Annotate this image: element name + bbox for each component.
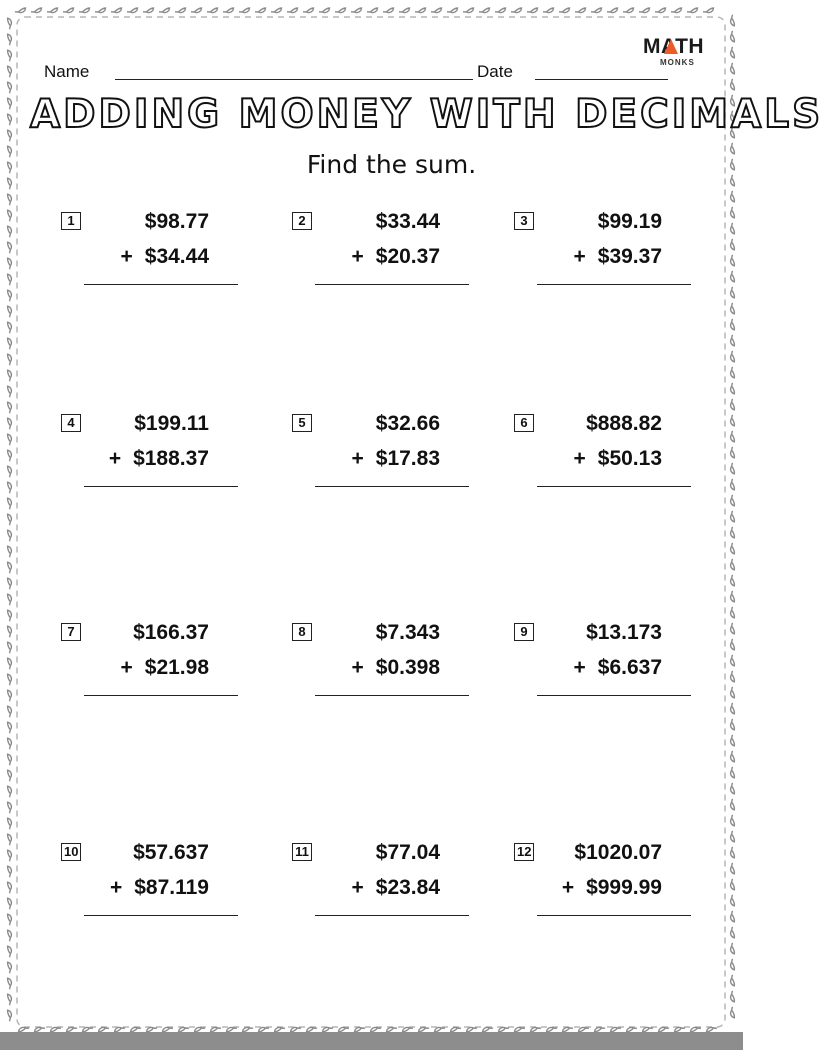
addend-bottom: $999.99 [586, 876, 662, 899]
addend-top: $13.173 [586, 621, 662, 644]
problem-5 [292, 414, 492, 494]
addend-bottom-row [352, 447, 441, 471]
name-label: Name [44, 62, 90, 81]
plus-sign: + [109, 876, 123, 899]
plus-sign: + [573, 447, 586, 470]
addend-bottom-row [109, 447, 209, 471]
addend-top: $33.44 [375, 210, 440, 233]
math-monks-logo [643, 36, 713, 68]
problem-number: 11 [292, 843, 312, 861]
problem-number: 12 [514, 843, 534, 861]
addend-bottom-row [562, 876, 662, 900]
problem-3 [514, 212, 714, 292]
addend-top: $57.637 [133, 841, 209, 864]
plus-sign: + [351, 447, 364, 470]
answer-line[interactable] [537, 284, 691, 285]
answer-line[interactable] [84, 284, 238, 285]
problem-number: 10 [61, 843, 81, 861]
addend-bottom: $20.37 [375, 245, 440, 268]
addend-bottom: $87.119 [134, 876, 209, 899]
addend-top: $888.82 [586, 412, 662, 435]
answer-line[interactable] [537, 915, 691, 916]
plus-sign: + [573, 245, 586, 268]
answer-line[interactable] [315, 486, 469, 487]
answer-line[interactable] [84, 486, 238, 487]
answer-line[interactable] [84, 695, 238, 696]
logo-monks-text: MONKS [660, 58, 695, 67]
worksheet-instructions: Find the sum. [306, 150, 477, 179]
plus-sign: + [120, 656, 133, 679]
answer-line[interactable] [315, 695, 469, 696]
addend-top: $32.66 [375, 412, 440, 435]
plus-sign: + [561, 876, 575, 899]
addend-bottom: $17.83 [375, 447, 440, 470]
answer-line[interactable] [84, 915, 238, 916]
addend-bottom-row [352, 656, 441, 680]
addend-bottom: $23.84 [375, 876, 440, 899]
addend-top: $7.343 [375, 621, 440, 644]
problem-number: 7 [61, 623, 81, 641]
problem-2 [292, 212, 492, 292]
problem-11 [292, 843, 492, 923]
addend-bottom: $21.98 [144, 656, 209, 679]
addend-bottom-row [574, 245, 663, 269]
problem-6 [514, 414, 714, 494]
plus-sign: + [351, 656, 364, 679]
problem-7 [61, 623, 261, 703]
problem-8 [292, 623, 492, 703]
problem-number: 6 [514, 414, 534, 432]
addend-bottom-row [574, 447, 663, 471]
logo-triangle-icon [664, 39, 678, 54]
bottom-bar [0, 1032, 743, 1050]
addend-bottom: $0.398 [375, 656, 440, 679]
date-field-line[interactable] [535, 79, 668, 80]
addend-top: $99.19 [597, 210, 662, 233]
problem-9 [514, 623, 714, 703]
plus-sign: + [573, 656, 586, 679]
addend-top: $1020.07 [574, 841, 662, 864]
date-label: Date [477, 62, 513, 81]
plus-sign: + [108, 447, 122, 470]
addend-bottom: $50.13 [597, 447, 662, 470]
addend-bottom-row [121, 656, 210, 680]
addend-top: $199.11 [134, 412, 209, 435]
addend-bottom-row [121, 245, 210, 269]
addend-top: $77.04 [375, 841, 440, 864]
addend-bottom: $39.37 [597, 245, 662, 268]
problem-number: 8 [292, 623, 312, 641]
answer-line[interactable] [315, 915, 469, 916]
addend-bottom-row [574, 656, 663, 680]
problem-12 [514, 843, 714, 923]
addend-bottom: $6.637 [597, 656, 662, 679]
addend-bottom-row [110, 876, 209, 900]
addend-bottom-row [352, 876, 441, 900]
problem-number: 3 [514, 212, 534, 230]
problem-number: 4 [61, 414, 81, 432]
answer-line[interactable] [537, 486, 691, 487]
problem-number: 5 [292, 414, 312, 432]
problem-10 [61, 843, 261, 923]
problem-1 [61, 212, 261, 292]
addend-bottom-row [352, 245, 441, 269]
logo-math-text: MATH [643, 35, 705, 58]
plus-sign: + [120, 245, 133, 268]
addend-bottom: $188.37 [133, 447, 209, 470]
plus-sign: + [351, 245, 364, 268]
problem-number: 2 [292, 212, 312, 230]
name-field-line[interactable] [115, 79, 473, 80]
addend-top: $98.77 [144, 210, 209, 233]
addend-bottom: $34.44 [144, 245, 209, 268]
problem-4 [61, 414, 261, 494]
addend-top: $166.37 [133, 621, 209, 644]
plus-sign: + [351, 876, 364, 899]
worksheet-title: ADDING MONEY WITH DECIMALS [30, 92, 823, 137]
problem-number: 1 [61, 212, 81, 230]
answer-line[interactable] [315, 284, 469, 285]
problem-number: 9 [514, 623, 534, 641]
answer-line[interactable] [537, 695, 691, 696]
